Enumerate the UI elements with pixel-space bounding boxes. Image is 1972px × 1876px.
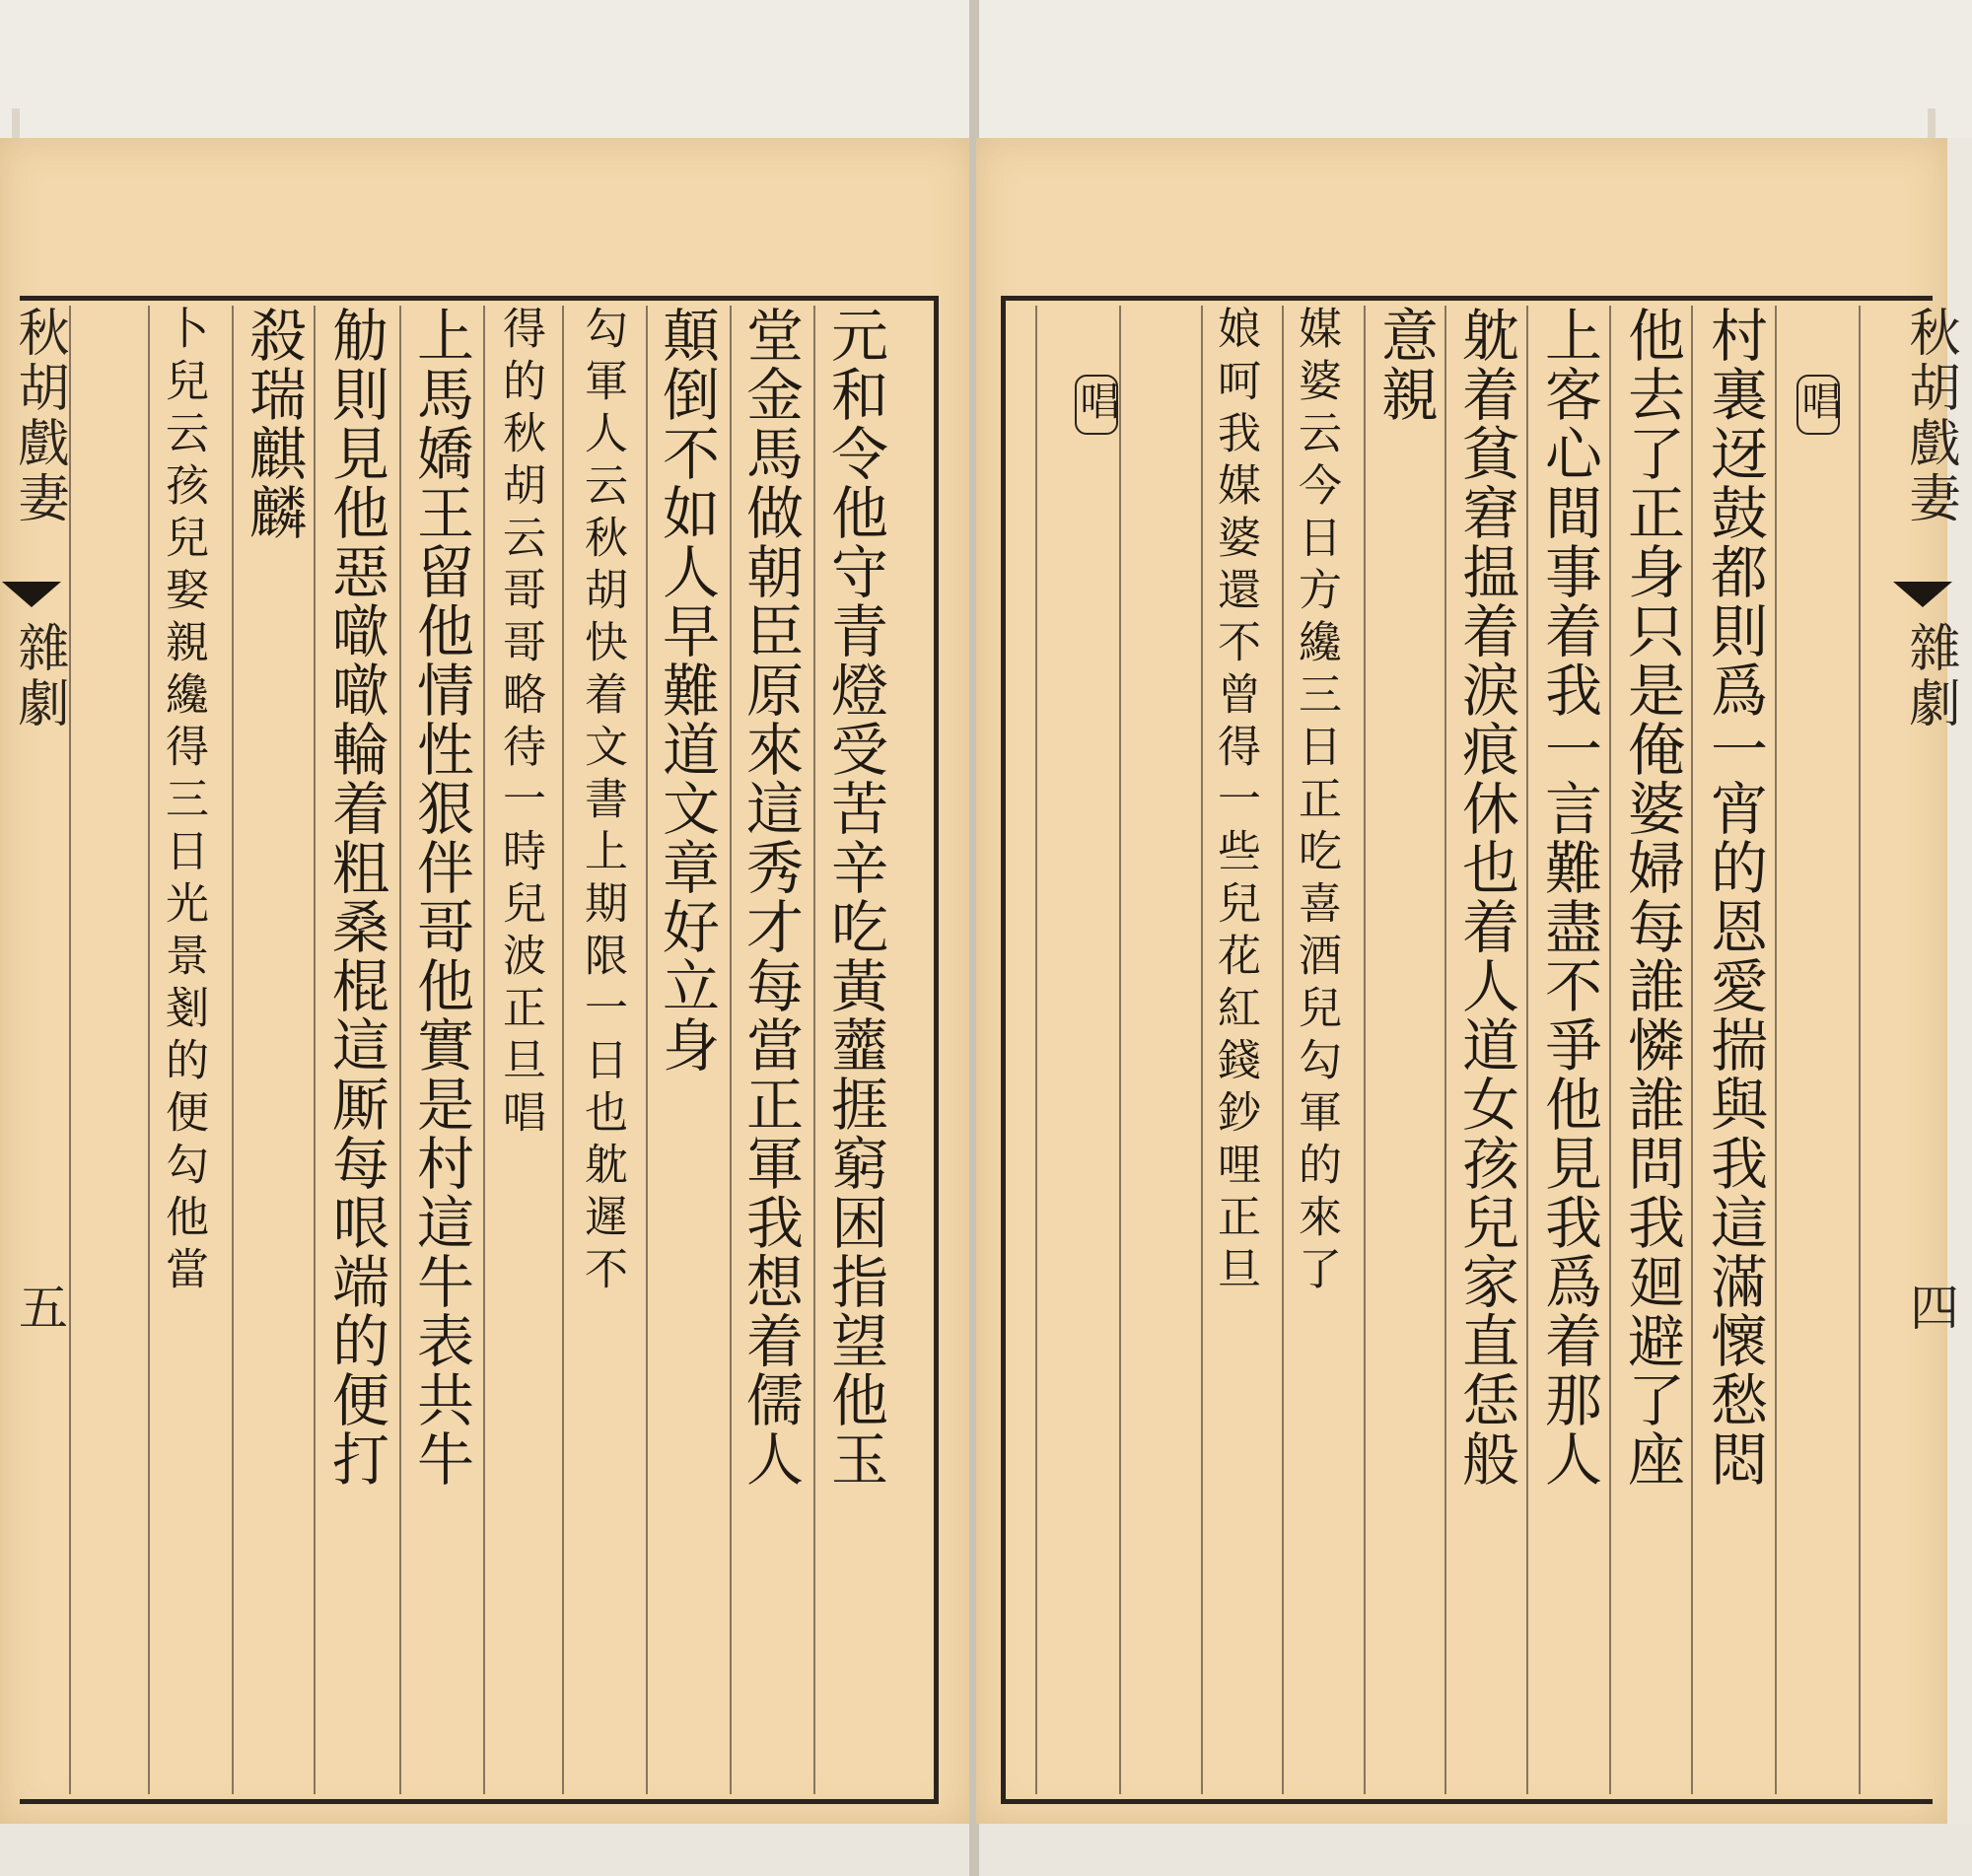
right-page-number: 四 bbox=[1902, 1282, 1959, 1331]
column-rule bbox=[232, 306, 234, 1794]
right-column-7: 媒婆云今日方纔三日正吃喜酒兒勾軍的來了 bbox=[1291, 306, 1341, 1298]
column-rule bbox=[399, 306, 401, 1794]
top-margin bbox=[0, 0, 1972, 138]
right-banxin bbox=[1891, 296, 1959, 1804]
right-banxin-title: 秋胡戲妻 bbox=[1900, 306, 1959, 526]
column-rule bbox=[813, 306, 815, 1794]
column-rule bbox=[314, 306, 316, 1794]
left-column-3: 顛倒不如人早難道文章好立身 bbox=[653, 306, 720, 1075]
right-column-9 bbox=[1075, 375, 1118, 1863]
right-fishtail-icon bbox=[1893, 582, 1952, 607]
left-banxin-section: 雜劇 bbox=[9, 621, 68, 731]
left-page-number: 五 bbox=[11, 1282, 68, 1331]
right-column-8: 娘呵我媒婆還不曾得一些兒花紅錢鈔哩正旦 bbox=[1210, 306, 1260, 1298]
left-column-8: 殺瑞麒麟 bbox=[240, 306, 307, 542]
left-banxin-title: 秋胡戲妻 bbox=[9, 306, 68, 526]
column-rule bbox=[1444, 306, 1446, 1794]
column-rule bbox=[1201, 306, 1203, 1794]
left-column-1: 元和令他守青燈受苦辛吃黃虀捱窮困指望他玉 bbox=[821, 306, 888, 1489]
right-column-2: 村裏迓鼓都則爲一宵的恩愛揣與我這滿懷愁悶 bbox=[1701, 306, 1768, 1489]
column-rule bbox=[483, 306, 485, 1794]
left-banxin bbox=[0, 296, 68, 1804]
column-rule bbox=[69, 306, 71, 1794]
column-rule bbox=[1119, 306, 1121, 1794]
column-rule bbox=[646, 306, 648, 1794]
column-rule bbox=[562, 306, 564, 1794]
left-column-4: 勾軍人云秋胡快着文書上期限一日也躭遲不 bbox=[577, 306, 627, 1298]
left-column-6: 上馬嬌王留他情性狠伴哥他實是村這牛表共牛 bbox=[407, 306, 474, 1489]
left-fishtail-icon bbox=[2, 582, 61, 607]
sing-tag: 唱 bbox=[1796, 375, 1840, 435]
column-rule bbox=[1859, 306, 1861, 1794]
left-column-5: 得的秋胡云哥哥略待一時兒波正旦唱 bbox=[495, 306, 545, 1142]
column-rule bbox=[1035, 306, 1037, 1794]
right-banxin-section: 雜劇 bbox=[1900, 621, 1959, 731]
column-rule bbox=[1526, 306, 1528, 1794]
column-rule bbox=[730, 306, 732, 1794]
column-rule bbox=[1609, 306, 1611, 1794]
sing-tag: 唱 bbox=[1075, 375, 1118, 435]
column-rule bbox=[1775, 306, 1777, 1794]
bottom-margin bbox=[0, 1824, 1972, 1876]
column-rule bbox=[148, 306, 150, 1794]
column-rule bbox=[1282, 306, 1284, 1794]
left-column-7: 觔則見他惡噷噷輪着粗桑棍這厮每哏端的便打 bbox=[322, 306, 389, 1489]
column-rule bbox=[1364, 306, 1366, 1794]
right-column-4: 上客心間事着我一言難盡不爭他見我爲着那人 bbox=[1535, 306, 1602, 1489]
right-column-3: 他去了正身只是俺婆婦每誰憐誰問我廻避了座 bbox=[1618, 306, 1685, 1489]
left-column-2: 堂金馬做朝臣原來這秀才每當正軍我想着儒人 bbox=[737, 306, 804, 1489]
right-column-1 bbox=[1796, 375, 1840, 1863]
right-column-6: 意親 bbox=[1372, 306, 1439, 424]
left-column-9: 卜兒云孩兒娶親纔得三日光景剗的便勾他當 bbox=[158, 306, 208, 1298]
column-rule bbox=[1691, 306, 1693, 1794]
right-column-5: 躭着貧窘揾着淚痕休也着人道女孩兒家直恁般 bbox=[1452, 306, 1519, 1489]
